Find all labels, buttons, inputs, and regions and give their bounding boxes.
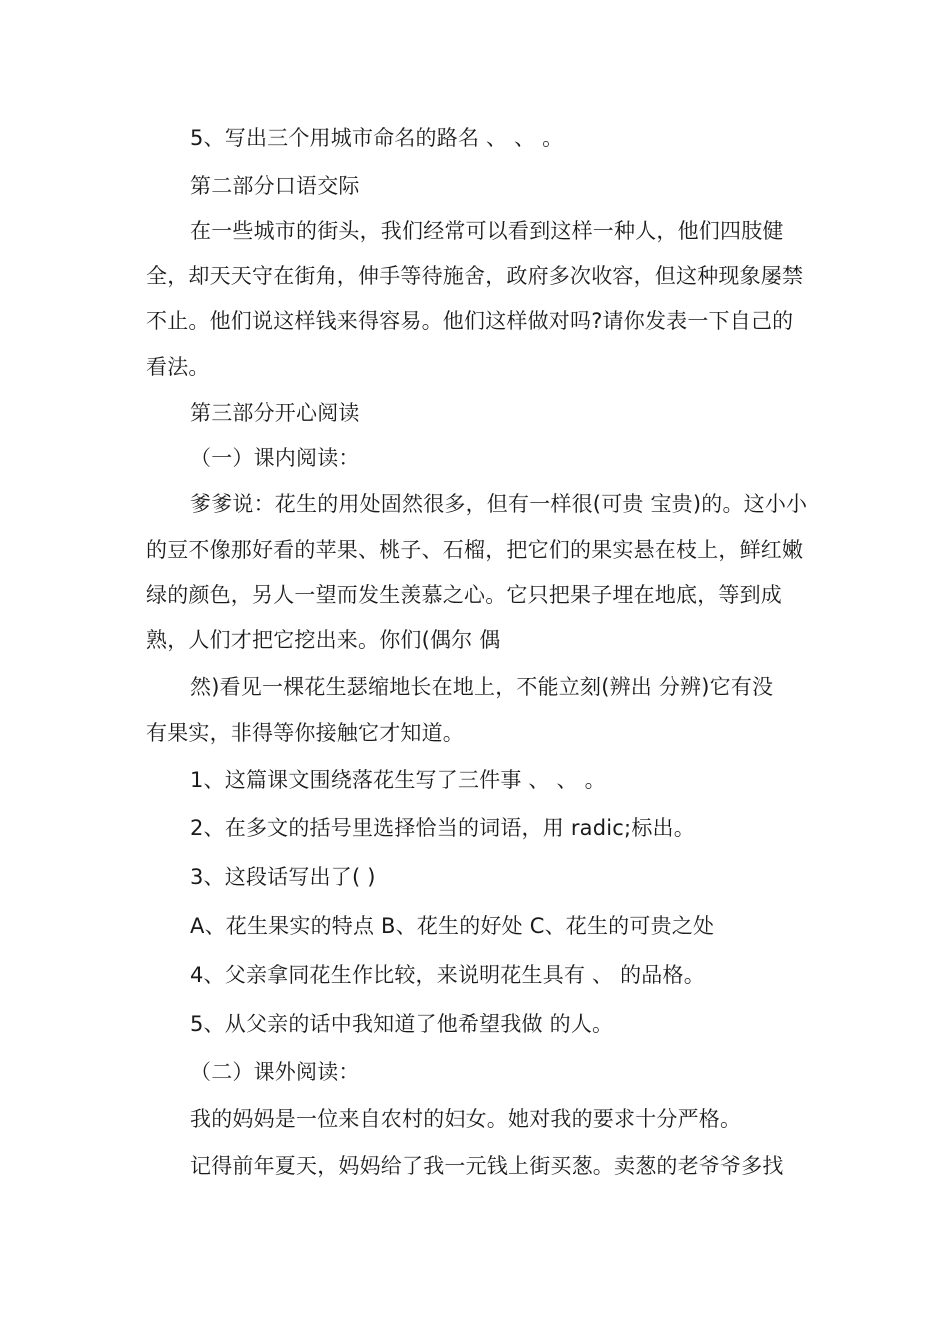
paragraph-line: 然)看见一棵花生瑟缩地长在地上，不能立刻(辨出 分辨)它有没: [190, 675, 774, 699]
question-2: 2、在多文的括号里选择恰当的词语，用 radic;标出。: [190, 816, 695, 840]
question-1: 1、这篇课文围绕落花生写了三件事 、 、 。: [190, 768, 606, 792]
paragraph-line: 的豆不像那好看的苹果、桃子、石榴，把它们的果实悬在枝上，鲜红嫩: [146, 538, 804, 562]
paragraph-line: 看法。: [146, 355, 210, 379]
subsection-heading-extracurricular: （二）课外阅读：: [190, 1060, 360, 1084]
paragraph-line: 记得前年夏天，妈妈给了我一元钱上街买葱。卖葱的老爷爷多找: [190, 1154, 784, 1178]
paragraph-line: 绿的颜色，另人一望而发生羡慕之心。它只把果子埋在地底，等到成: [146, 583, 782, 607]
paragraph-line: 不止。他们说这样钱来得容易。他们这样做对吗?请你发表一下自己的: [146, 309, 794, 333]
paragraph-line: 有果实，非得等你接触它才知道。: [146, 721, 464, 745]
question-3: 3、这段话写出了( ): [190, 865, 376, 889]
paragraph-line: 我的妈妈是一位来自农村的妇女。她对我的要求十分严格。: [190, 1107, 742, 1131]
paragraph-line: 熟，人们才把它挖出来。你们(偶尔 偶: [146, 628, 501, 652]
section-heading-oral: 第二部分口语交际: [190, 174, 360, 198]
section-heading-reading: 第三部分开心阅读: [190, 401, 360, 425]
question-3-options: A、花生果实的特点 B、花生的好处 C、花生的可贵之处: [190, 914, 715, 938]
question-5: 5、从父亲的话中我知道了他希望我做 的人。: [190, 1012, 614, 1036]
paragraph-line: 爹爹说：花生的用处固然很多，但有一样很(可贵 宝贵)的。这小小: [190, 492, 808, 516]
subsection-heading-in-class: （一）课内阅读：: [190, 446, 360, 470]
paragraph-line: 全，却天天守在街角，伸手等待施舍，政府多次收容，但这种现象屡禁: [146, 264, 804, 288]
question-4: 4、父亲拿同花生作比较，来说明花生具有 、 的品格。: [190, 963, 705, 987]
question-5-city-roads: 5、写出三个用城市命名的路名 、 、 。: [190, 126, 564, 150]
paragraph-line: 在一些城市的街头，我们经常可以看到这样一种人，他们四肢健: [190, 219, 784, 243]
